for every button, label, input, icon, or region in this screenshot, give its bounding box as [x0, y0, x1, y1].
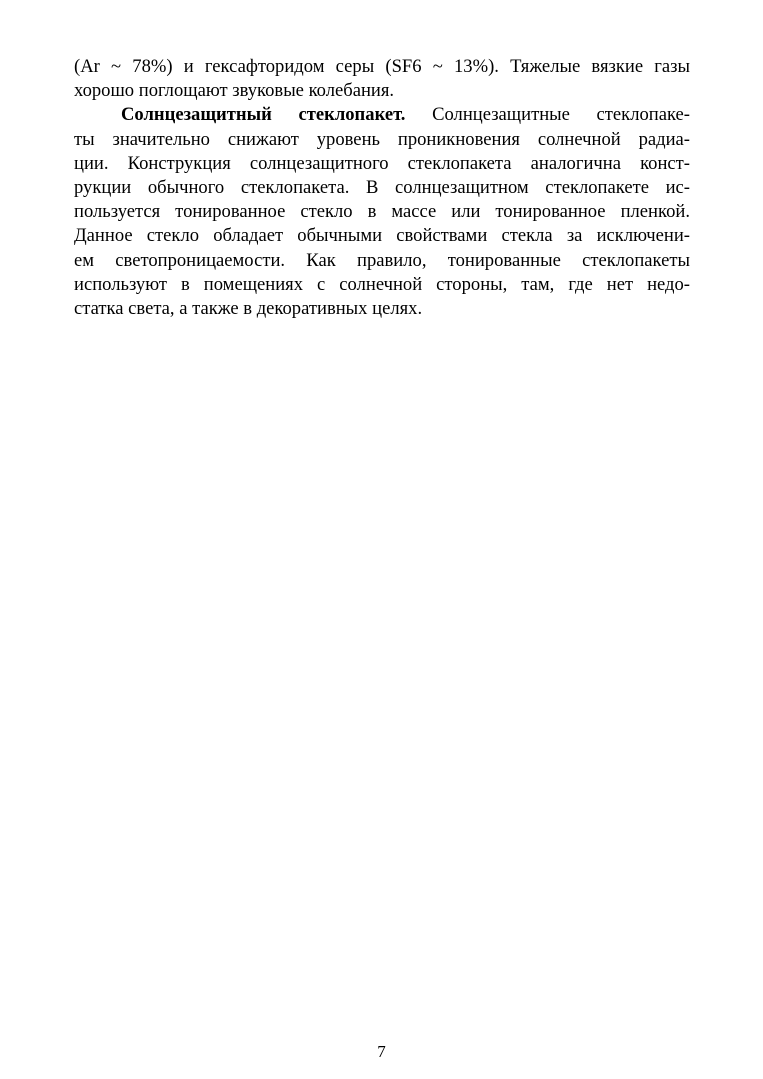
paragraph-1-line-2: хорошо поглощают звуковые колебания. [74, 80, 395, 102]
paragraph-2-line-7: ем светопроницаемости. Как правило, тонированные стеклопакеты [74, 249, 690, 271]
paragraph-2-line-5: пользуется тонированное стекло в массе или тонированное пленкой. [74, 201, 690, 223]
paragraph-2-line-6: Данное стекло обладает обычными свойствами стекла за исключени- [74, 225, 690, 247]
paragraph-2-line-1-rest: Солнцезащитные стеклопаке- [405, 104, 690, 126]
paragraph-2-line-4: рукции обычного стеклопакета. В солнцезащитном стеклопакете ис- [74, 177, 690, 199]
paragraph-2-line-2: ты значительно снижают уровень проникновения солнечной радиа- [74, 128, 690, 150]
section-heading: Солнцезащитный стеклопакет. [121, 104, 406, 126]
page-number: 7 [377, 1042, 386, 1061]
paragraph-1-line-1: (Ar ~ 78%) и гексафторидом серы (SF6 ~ 13%). Тяжелые вязкие газы [74, 56, 690, 77]
paragraph-2-line-8: используют в помещениях с солнечной стороны, там, где нет недо- [74, 273, 690, 295]
paragraph-2-line-3: ции. Конструкция солнцезащитного стеклопакета аналогична конст- [74, 152, 690, 174]
paragraph-2-line-9: статка света, а также в декоративных целях. [74, 298, 423, 320]
paragraph-2-line-1 [74, 103, 690, 127]
body-text [74, 55, 690, 321]
